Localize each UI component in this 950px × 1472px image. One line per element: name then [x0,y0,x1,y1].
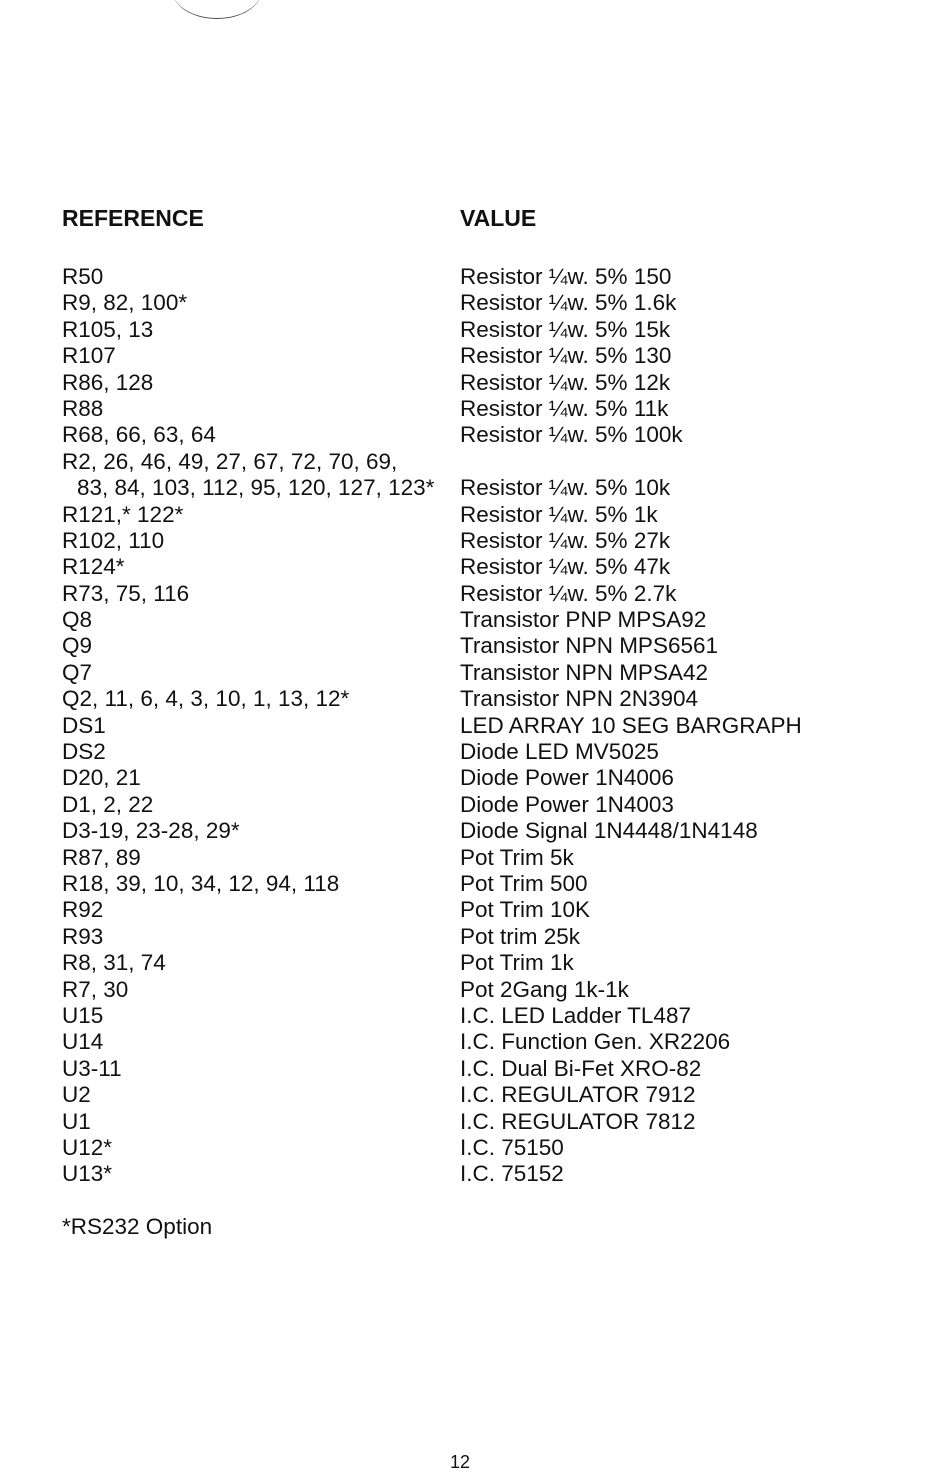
reference-cell: D1, 2, 22 [62,791,154,817]
value-heading: VALUE [460,205,537,231]
table-row [62,1161,922,1187]
table-row [62,396,922,422]
value-cell: Diode LED MV5025 [460,739,659,765]
table-row [62,845,922,871]
value-cell: Resistor ¼w. 5% 15k [460,316,671,342]
reference-cell: U14 [62,1029,104,1055]
value-cell: Diode Power 1N4003 [460,791,674,817]
reference-cell: U1 [62,1108,91,1134]
table-row [62,792,922,818]
value-cell: Transistor NPN 2N3904 [460,686,699,712]
reference-cell: R50 [62,264,104,289]
table-row [62,290,922,316]
table-row [62,739,922,765]
value-cell: Resistor ¼w. 5% 2.7k [460,580,677,606]
table-row [62,633,922,659]
value-cell: Resistor ¼w. 5% 11k [460,395,669,421]
table-row [62,554,922,580]
reference-cell: DS2 [62,739,106,765]
value-cell: Resistor ¼w. 5% 47k [460,554,671,580]
value-cell: Resistor ¼w. 5% 100k [460,422,683,448]
value-cell: Pot trim 25k [460,923,581,949]
value-cell: Resistor ¼w. 5% 10k [460,475,671,501]
reference-cell: R121,* 122* [62,501,184,527]
table-row [62,686,922,712]
table-row [62,422,922,448]
value-cell: Pot Trim 5k [460,844,574,870]
value-cell: Transistor PNP MPSA92 [460,607,707,633]
reference-cell: R124* [62,554,125,580]
value-cell: I.C. REGULATOR 7812 [460,1108,696,1134]
value-cell: I.C. Dual Bi-Fet XRO-82 [460,1055,702,1081]
value-cell: Pot 2Gang 1k-1k [460,976,629,1002]
table-row [62,977,922,1003]
value-cell: I.C. Function Gen. XR2206 [460,1029,731,1055]
value-cell: Resistor ¼w. 5% 1k [460,501,658,527]
reference-cell: R87, 89 [62,844,141,870]
reference-cell: Q8 [62,607,93,633]
reference-cell: U3-11 [62,1055,122,1081]
table-row [62,818,922,844]
value-cell: Diode Signal 1N4448/1N4148 [460,818,758,844]
reference-cell: Q9 [62,633,93,659]
table-header [62,205,910,235]
value-cell: Pot Trim 1k [460,950,574,976]
table-row [62,475,922,501]
table-row [62,581,922,607]
value-cell: Pot Trim 10K [460,897,591,923]
reference-cell: U13* [62,1161,113,1187]
table-row [62,607,922,633]
reference-cell: R8, 31, 74 [62,950,166,976]
table-row [62,1082,922,1108]
reference-cell: R86, 128 [62,369,154,395]
reference-cell: R68, 66, 63, 64 [62,422,216,448]
reference-cell: R92 [62,897,104,923]
reference-cell: 83, 84, 103, 112, 95, 120, 127, 123* [77,475,435,501]
table-row [62,660,922,686]
table-row [62,765,922,791]
reference-cell: R88 [62,395,104,421]
value-cell: I.C. 75150 [460,1134,564,1160]
table-row [62,343,922,369]
table-row [62,1109,922,1135]
table-row [62,1029,922,1055]
table-row [62,713,922,739]
reference-cell: Q7 [62,659,93,685]
reference-cell: D20, 21 [62,765,141,791]
reference-cell: R18, 39, 10, 34, 12, 94, 118 [62,870,340,896]
reference-cell: DS1 [62,712,106,738]
value-cell: Pot Trim 500 [460,870,588,896]
reference-cell: R107 [62,343,116,369]
table-row [62,924,922,950]
table-row [62,1135,922,1161]
table-row [62,502,922,528]
table-row [62,950,922,976]
reference-heading: REFERENCE [62,205,204,231]
value-cell: I.C. 75152 [460,1161,564,1187]
reference-cell: R7, 30 [62,976,129,1002]
value-cell: Resistor ¼w. 5% 1.6k [460,290,677,316]
table-row [62,528,922,554]
footnote: *RS232 Option [62,1214,213,1239]
reference-cell: R73, 75, 116 [62,580,190,606]
parts-table [62,264,922,1188]
table-row [62,1003,922,1029]
table-row [62,1056,922,1082]
reference-cell: R102, 110 [62,527,165,553]
reference-cell: R2, 26, 46, 49, 27, 67, 72, 70, 69, [62,448,398,474]
table-row [62,370,922,396]
table-row [62,871,922,897]
value-cell: Resistor ¼w. 5% 12k [460,369,671,395]
page-number: 12 [450,1452,471,1472]
value-cell: Diode Power 1N4006 [460,765,674,791]
reference-cell: Q2, 11, 6, 4, 3, 10, 1, 13, 12* [62,686,350,712]
value-cell: Transistor NPN MPS6561 [460,633,719,659]
reference-cell: U2 [62,1082,91,1108]
scan-mark [172,0,262,19]
value-cell: Resistor ¼w. 5% 27k [460,527,671,553]
value-cell: Transistor NPN MPSA42 [460,659,708,685]
reference-cell: R9, 82, 100* [62,290,188,316]
table-row [62,264,922,290]
value-cell: I.C. REGULATOR 7912 [460,1082,696,1108]
reference-cell: U15 [62,1002,104,1028]
table-row [62,449,922,475]
table-row [62,897,922,923]
value-cell: Resistor ¼w. 5% 150 [460,264,672,289]
value-cell: LED ARRAY 10 SEG BARGRAPH [460,712,802,738]
reference-cell: R93 [62,923,104,949]
reference-cell: U12* [62,1134,113,1160]
table-row [62,317,922,343]
reference-cell: R105, 13 [62,316,154,342]
reference-cell: D3-19, 23-28, 29* [62,818,240,844]
value-cell: I.C. LED Ladder TL487 [460,1002,691,1028]
value-cell: Resistor ¼w. 5% 130 [460,343,672,369]
